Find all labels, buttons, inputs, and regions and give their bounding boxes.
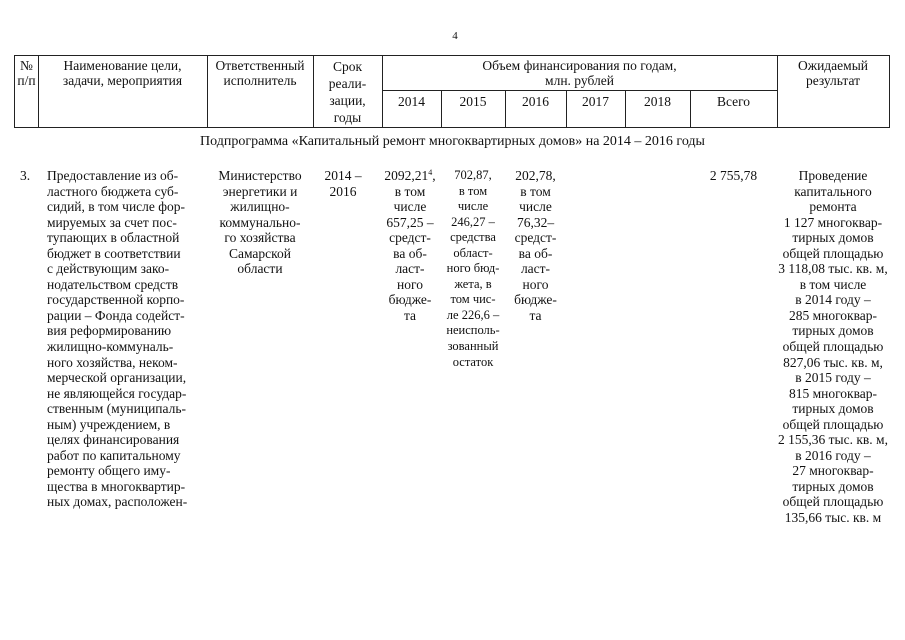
header-year-2016: 2016 — [522, 94, 549, 109]
header-year-2017: 2017 — [582, 94, 609, 109]
row-term: 2014 – 2016 — [324, 168, 362, 199]
row-2014-value: 2092,21 — [384, 168, 429, 183]
header-total: Всего — [716, 94, 751, 109]
row-2015: 702,87, в том числе 246,27 – средства област- ного бюд- жета, в том чис- ле 226,6 – неисполь- зованный остаток — [446, 168, 500, 369]
header-funding: Объем финансирования по годам, млн. рублей — [482, 58, 677, 88]
table-bottom-border — [14, 127, 890, 128]
row-result: Проведение капитального ремонта 1 127 многоквар- тирных домов общей площадью 3 118,08 тыс. кв. м, в том числе в 2014 году – 285 многоквар- тирных домов общей площадью 827,06 тыс. кв. м, в 2015 году – 815 многоквар- тирных домов общей площадью 2 155,36 тыс. кв. м, в 2016 году – 27 многоквар- тирных домов общей площадью 135,66 тыс. кв. м — [778, 168, 888, 526]
table-top-border — [14, 55, 890, 56]
header-term: Срок реали- зации, годы — [328, 59, 367, 125]
header-name: Наименование цели, задачи, мероприятия — [62, 58, 183, 88]
header-year-2018: 2018 — [644, 94, 671, 109]
row-executor: Министерство энергетики и жилищно- коммунально- го хозяйства Самарской области — [218, 168, 302, 277]
row-2016: 202,78, в том числе 76,32– средст- ва об- ласт- ного бюдже- та — [514, 168, 557, 323]
header-year-2015: 2015 — [459, 94, 487, 109]
footnote-mark: 4 — [428, 168, 433, 177]
subprogram-title: Подпрограмма «Капитальный ремонт многоквартирных домов» на 2014 – 2016 годы — [200, 134, 705, 149]
page-number: 4 — [452, 30, 458, 42]
header-executor: Ответственный исполнитель — [215, 58, 305, 88]
row-2014-details: , в том числе 657,25 – средст- ва об- ласт- ного бюдже- та — [386, 168, 436, 323]
row-total: 2 755,78 — [709, 168, 758, 183]
header-year-2014: 2014 — [398, 94, 425, 109]
header-num: № п/п — [17, 58, 36, 88]
row-name: Предоставление из об- ластного бюджета суб- сидий, в том числе фор- мируемых за счет пос- тупающих в областной бюджет в соответствии с действующим зако- нодательством средств государственной корпо- рации – Фонда содейст- вия реформированию жилищно-коммуналь- ного хозяйства, неком- мерческой организации, не являющейся государ- ственным (муниципаль- ным) учреждением, в целях финансирования работ по капитальному ремонту общего иму- щества в многоквартир- ных домах, расположен- — [47, 168, 188, 510]
header-result: Ожидаемый результат — [798, 58, 868, 88]
row-2014 — [375, 168, 445, 323]
col-border — [889, 55, 890, 128]
row-number: 3. — [20, 168, 31, 183]
